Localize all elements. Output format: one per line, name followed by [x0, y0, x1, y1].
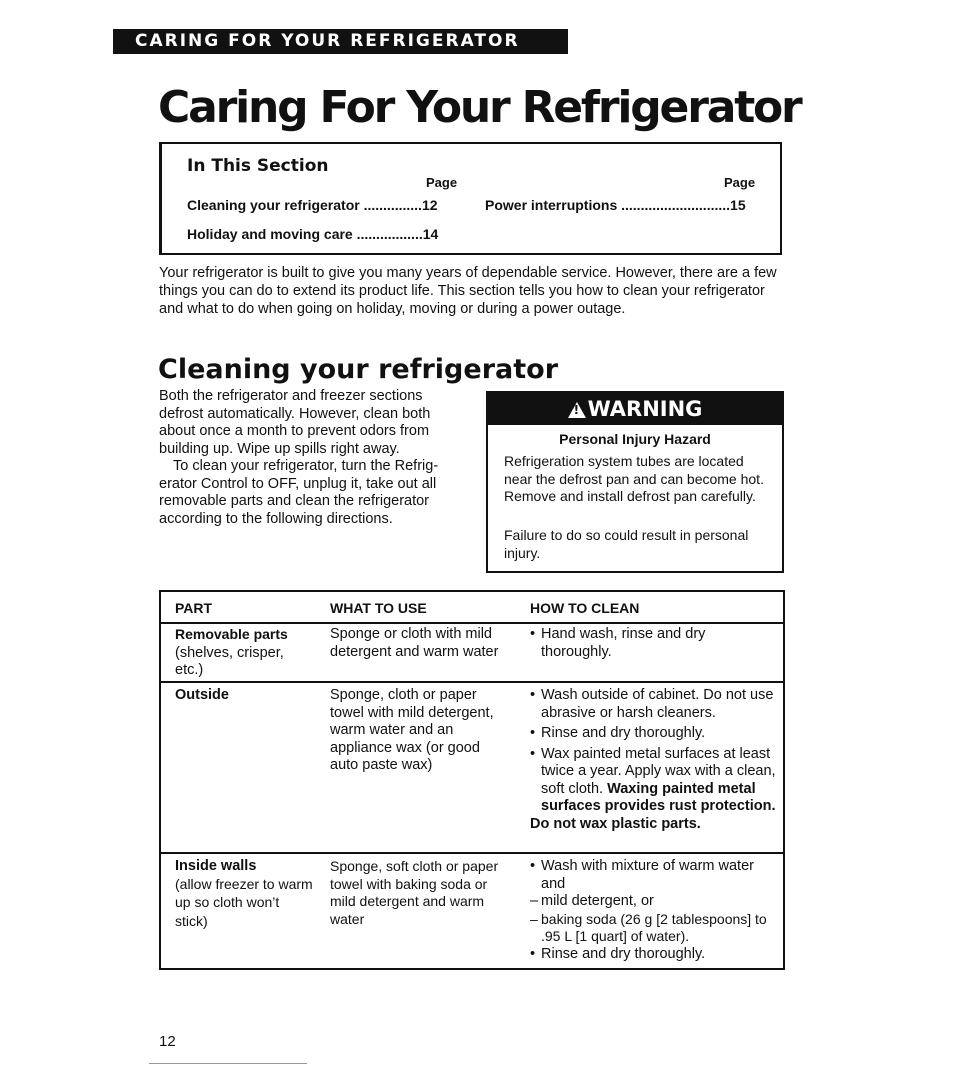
cleaning-table — [159, 590, 785, 970]
toc-heading: In This Section — [187, 156, 329, 176]
plastic-parts-note: Do not wax plastic parts. — [530, 815, 701, 832]
how-to-clean-cell — [530, 858, 782, 963]
toc-entry-page: 15 — [730, 197, 746, 213]
what-to-use-cell: Sponge, soft cloth or paper towel with baking soda or mild detergent and warm water — [330, 858, 499, 927]
in-this-section-box — [159, 142, 782, 255]
warning-triangle-icon — [568, 402, 586, 418]
toc-entry-holiday[interactable] — [187, 226, 438, 242]
part-note: (shelves, crisper, etc.) — [175, 644, 284, 678]
toc-entry-power[interactable] — [485, 197, 746, 213]
section-banner: CARING FOR YOUR REFRIGERATOR — [113, 29, 568, 54]
cleaning-body — [159, 388, 459, 528]
list-item: • Wash with mixture of warm water and — [530, 858, 782, 893]
toc-entry-cleaning[interactable] — [187, 197, 438, 213]
table-divider — [161, 622, 783, 624]
list-item — [530, 893, 782, 911]
list-item: • Rinse and dry thoroughly. — [530, 725, 780, 743]
intro-paragraph: Your refrigerator is built to give you many years of dependable service. However, there are a few things you can do to extend its product life. This section tells you how to clean your refrigerator and what to do when going on holiday, moving or during a power outage. — [159, 265, 777, 317]
toc-entry-page: 12 — [421, 197, 438, 213]
list-item — [530, 911, 782, 946]
toc-entry-label: Holiday and moving care ................. — [187, 226, 423, 242]
warning-subtitle: Personal Injury Hazard — [559, 431, 711, 447]
table-row — [175, 626, 315, 680]
list-item-text: Wax painted metal surfaces at least twice a year. Apply wax with a clean, soft cloth. — [541, 745, 776, 797]
table-row — [175, 858, 315, 931]
table-divider — [161, 681, 783, 683]
page-title: Caring For Your Refrigerator — [158, 82, 801, 133]
what-to-use-cell: Sponge or cloth with mild detergent and warm water — [330, 626, 499, 660]
table-divider — [161, 852, 783, 854]
warning-divider — [488, 425, 782, 427]
footer-rule — [149, 1063, 307, 1064]
part-note: (allow freezer to warm up so cloth won’t stick) — [175, 875, 313, 929]
dash-marker: – — [530, 893, 539, 909]
table-header-part: PART — [175, 600, 213, 616]
cleaning-paragraph-1: Both the refrigerator and freezer sections defrost automatically. However, clean both about once a month to prevent odors from building up. Wipe up spills right away. — [159, 388, 431, 457]
cleaning-paragraph-2: To clean your refrigerator, turn the Refrig- erator Control to OFF, unplug it, take out all removable parts and clean the refrigerator according to the following directions. — [159, 458, 439, 527]
what-to-use-cell: Sponge, cloth or paper towel with mild detergent, warm water and an appliance wax (or good auto paste wax) — [330, 687, 494, 773]
list-item — [530, 746, 780, 816]
list-item-text: baking soda (26 g [2 tablespoons] to .95 L [1 quart] of water). — [541, 910, 767, 944]
list-item: • Hand wash, rinse and dry thoroughly. — [530, 626, 780, 661]
toc-entry-label: Cleaning your refrigerator ............... — [187, 197, 422, 213]
toc-page-label-left: Page — [426, 175, 458, 190]
warning-text-1: Refrigeration system tubes are located near the defrost pan and can become hot. Remove and install defrost pan carefully. — [504, 453, 764, 504]
warning-header — [488, 393, 782, 425]
table-header-what-to-use: WHAT TO USE — [330, 600, 427, 616]
how-to-clean-cell — [530, 626, 780, 661]
list-item: • Rinse and dry thoroughly. — [530, 946, 782, 964]
toc-entry-label: Power interruptions ............................ — [485, 197, 731, 213]
list-item: • Wash outside of cabinet. Do not use abrasive or harsh cleaners. — [530, 687, 780, 722]
page-number: 12 — [159, 1033, 176, 1050]
how-to-clean-cell — [530, 687, 780, 833]
part-name: Inside walls — [175, 858, 257, 874]
list-item-text: mild detergent, or — [541, 893, 654, 909]
part-name: Removable parts — [175, 626, 288, 642]
warning-text-2: Failure to do so could result in personal injury. — [504, 527, 749, 561]
part-name: Outside — [175, 687, 229, 703]
toc-entry-page: 14 — [422, 226, 439, 242]
dash-marker: – — [530, 910, 538, 927]
table-row — [175, 687, 315, 705]
table-header-how-to-clean: HOW TO CLEAN — [530, 600, 640, 616]
cleaning-section-title: Cleaning your refrigerator — [158, 354, 559, 385]
warning-label: WARNING — [587, 397, 703, 421]
toc-page-label-right: Page — [724, 175, 756, 190]
rust-protection-note: Waxing painted metal surfaces provides rust protection. — [541, 780, 776, 814]
warning-box — [486, 391, 784, 573]
